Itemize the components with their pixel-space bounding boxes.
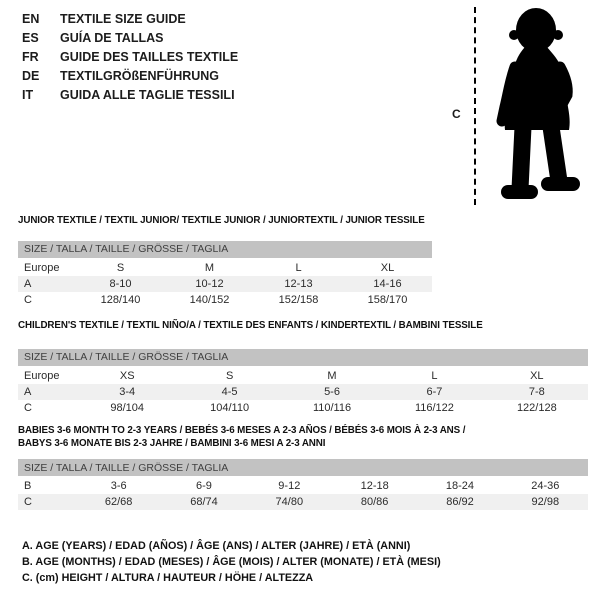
size-value-cell: 3-6 — [110, 480, 127, 492]
size-value-cell: 74/80 — [275, 496, 304, 508]
table-row — [18, 494, 588, 510]
language-row-it — [22, 85, 238, 104]
size-value-cell: 8-10 — [109, 277, 132, 290]
size-header-bar: SIZE / TALLA / TAILLE / GRÖSSE / TAGLIA — [18, 459, 588, 476]
language-label: GUIDE DES TAILLES TEXTILE — [60, 49, 239, 64]
size-header-bar: SIZE / TALLA / TAILLE / GRÖSSE / TAGLIA — [18, 241, 432, 258]
row-label: A — [24, 277, 32, 290]
row-label: Europe — [24, 261, 60, 274]
row-label: C — [24, 496, 32, 508]
height-measure-label: C — [452, 107, 461, 121]
children-size-table — [18, 349, 588, 416]
size-value-cell: 86/92 — [446, 496, 474, 508]
size-value-cell: 5-6 — [324, 385, 340, 398]
table-row — [18, 384, 588, 400]
table-title-line: BABIES 3-6 MONTH TO 2-3 YEARS / BEBÉS 3-6 MESES A 2-3 AÑOS / BÉBÉS 3-6 MOIS À 2-3 ANS / — [18, 425, 466, 436]
row-label: Europe — [24, 369, 60, 382]
size-value-cell: S — [116, 261, 125, 274]
junior-size-table — [18, 241, 432, 308]
table-row — [18, 292, 432, 308]
babies-textile-section — [18, 425, 588, 510]
size-value-cell: 152/158 — [278, 293, 319, 306]
size-value-cell: 14-16 — [373, 277, 402, 290]
language-label: GUÍA DE TALLAS — [60, 30, 164, 45]
size-value-cell: 122/128 — [516, 401, 557, 414]
section-title-junior — [18, 215, 432, 228]
table-title-line: JUNIOR TEXTILE / TEXTIL JUNIOR/ TEXTILE JUNIOR / JUNIORTEXTIL / JUNIOR TESSILE — [18, 215, 425, 226]
size-value-cell: 18-24 — [445, 480, 475, 492]
size-header-bar: SIZE / TALLA / TAILLE / GRÖSSE / TAGLIA — [18, 349, 588, 366]
size-value-cell: 92/98 — [531, 496, 560, 508]
language-label: TEXTILE SIZE GUIDE — [60, 11, 186, 26]
size-value-cell: 6-7 — [426, 385, 443, 398]
language-label: TEXTILGRÖßENFÜHRUNG — [60, 68, 220, 83]
size-value-cell: XL — [380, 261, 395, 274]
size-value-cell: XL — [530, 369, 544, 382]
legend-line-b: B. AGE (MONTHS) / EDAD (MESES) / ÂGE (MOIS) / ALTER (MONATE) / ETÀ (MESI) — [22, 556, 441, 568]
language-row-es — [22, 28, 238, 47]
babies-size-table — [18, 459, 588, 510]
size-value-cell: 98/104 — [110, 401, 145, 414]
size-value-cell: 128/140 — [100, 293, 141, 306]
legend-line-a: A. AGE (YEARS) / EDAD (AÑOS) / ÂGE (ANS) / ALTER (JAHRE) / ETÀ (ANNI) — [22, 540, 411, 552]
size-value-cell: 12-13 — [284, 277, 313, 290]
size-value-cell: 116/122 — [414, 401, 454, 414]
table-title-line: CHILDREN'S TEXTILE / TEXTIL NIÑO/A / TEXTILE DES ENFANTS / KINDERTEXTIL / BAMBINI TESSILE — [18, 320, 483, 331]
size-value-cell: M — [204, 261, 215, 274]
table-row — [18, 260, 432, 276]
size-value-cell: 62/68 — [104, 496, 133, 508]
language-code: ES — [22, 30, 39, 45]
size-value-cell: 140/152 — [189, 293, 230, 306]
measure-legend — [22, 538, 441, 586]
section-title-children — [18, 320, 588, 333]
language-code: DE — [22, 68, 40, 83]
table-row — [18, 478, 588, 494]
row-label: B — [24, 480, 32, 492]
table-body — [18, 368, 588, 416]
table-row — [18, 400, 588, 416]
size-value-cell: 9-12 — [278, 480, 301, 492]
size-value-cell: M — [327, 369, 337, 382]
section-title-babies — [18, 425, 588, 450]
size-value-cell: 6-9 — [196, 480, 212, 492]
size-value-cell: 158/170 — [367, 293, 408, 306]
baby-silhouette-icon — [479, 5, 594, 210]
size-value-cell: 12-18 — [360, 480, 389, 492]
table-body — [18, 478, 588, 510]
language-label: GUIDA ALLE TAGLIE TESSILI — [60, 87, 235, 102]
size-value-cell: 10-12 — [195, 277, 224, 290]
size-value-cell: 104/110 — [210, 401, 250, 414]
language-code: EN — [22, 11, 40, 26]
height-measure-dashed-line — [474, 7, 476, 205]
size-value-cell: 110/116 — [312, 401, 352, 414]
size-value-cell: 68/74 — [190, 496, 218, 508]
size-value-cell: 7-8 — [528, 385, 545, 398]
legend-line-c: C. (cm) HEIGHT / ALTURA / HAUTEUR / HÖHE / ALTEZZA — [22, 572, 314, 584]
size-value-cell: 3-4 — [119, 385, 136, 398]
language-title-list — [22, 9, 238, 104]
size-value-cell: 4-5 — [221, 385, 238, 398]
junior-textile-section — [18, 215, 432, 308]
size-value-cell: L — [295, 261, 302, 274]
size-value-cell: S — [225, 369, 234, 382]
table-row — [18, 276, 432, 292]
language-row-de — [22, 66, 238, 85]
row-label: C — [24, 401, 32, 414]
table-row — [18, 368, 588, 384]
language-row-fr — [22, 47, 238, 66]
table-body — [18, 260, 432, 308]
row-label: C — [24, 293, 32, 306]
size-value-cell: 24-36 — [531, 480, 560, 492]
language-code: IT — [22, 87, 34, 102]
language-code: FR — [22, 49, 39, 64]
size-value-cell: XS — [119, 369, 135, 382]
language-row-en — [22, 9, 238, 28]
table-title-line: BABYS 3-6 MONATE BIS 2-3 JAHRE / BAMBINI 3-6 MESI A 2-3 ANNI — [18, 437, 326, 449]
children-textile-section — [18, 320, 588, 416]
size-value-cell: 80/86 — [360, 496, 389, 508]
row-label: A — [24, 385, 32, 398]
size-value-cell: L — [431, 369, 438, 382]
